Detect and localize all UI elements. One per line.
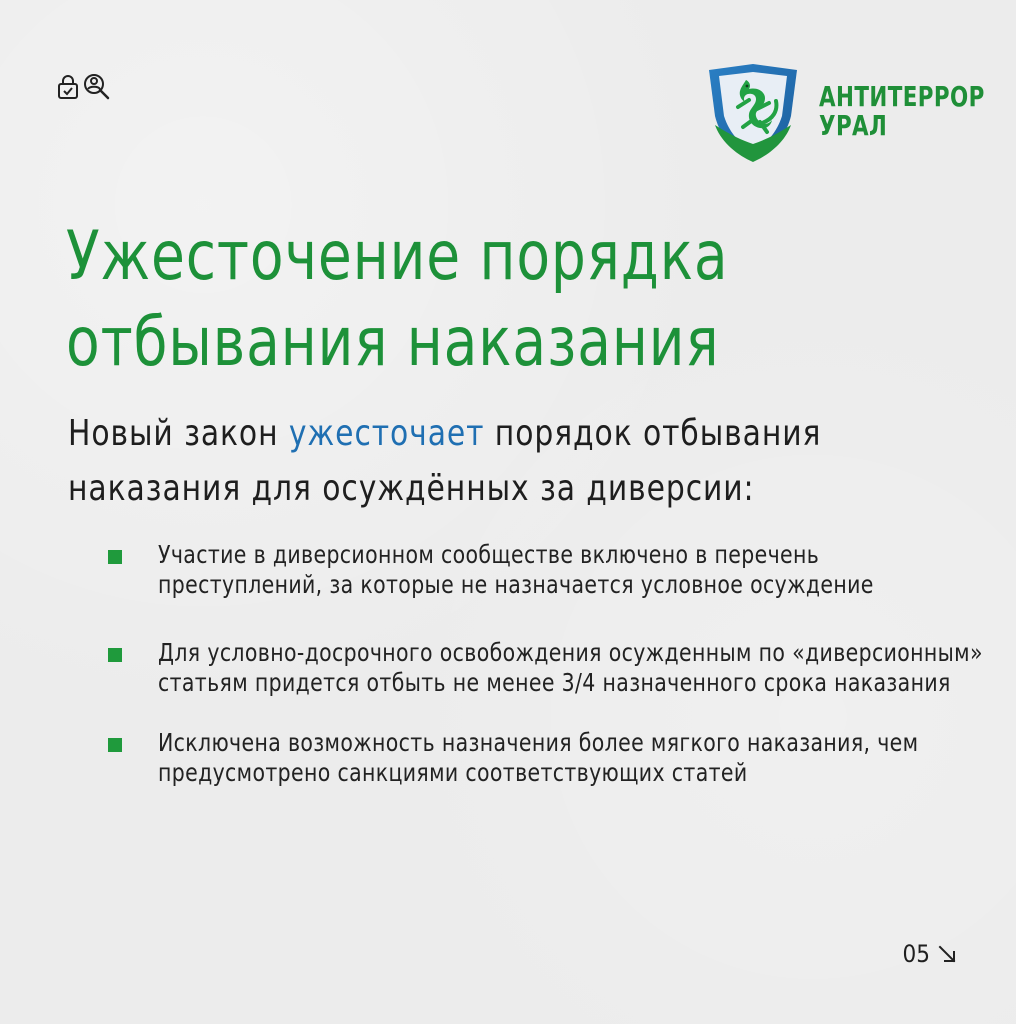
page-indicator <box>903 940 958 968</box>
shield-lizard-icon <box>701 58 805 166</box>
bullet-square-icon <box>108 550 122 564</box>
brand-line-2: УРАЛ <box>819 109 888 142</box>
bullet-item-milder-punishment <box>108 728 988 788</box>
brand-block <box>701 58 1014 166</box>
intro-text-after: порядок отбывания наказания для осуждённых за диверсии: <box>68 413 822 509</box>
brand-line-1: АНТИТЕРРОР <box>819 80 985 114</box>
arrow-down-right-icon <box>936 943 958 965</box>
bullet-square-icon <box>108 648 122 662</box>
bullet-square-icon <box>108 738 122 752</box>
lock-check-icon <box>56 73 80 101</box>
bullet-text: Исключена возможность назначения более мягкого наказания, чем предусмотрено санкциями соответствующих статей <box>158 728 919 787</box>
header-icons <box>56 72 112 102</box>
bullet-item-parole-term <box>108 638 988 698</box>
intro-text-before: Новый закон <box>68 413 289 454</box>
bullet-text: Для условно-досрочного освобождения осужденным по «диверсионным» статьям придется отбыть не менее 3/4 назначенного срока наказания <box>158 638 983 697</box>
page-title: Ужесточение порядка отбывания наказания <box>66 217 729 382</box>
bullet-text: Участие в диверсионном сообществе включено в перечень преступлений, за которые не назначается условное осуждение <box>158 540 874 599</box>
intro-paragraph <box>68 406 924 516</box>
page-number: 05 <box>902 940 930 968</box>
intro-highlight: ужесточает <box>288 413 485 454</box>
bullet-list <box>108 540 988 826</box>
bullet-item-conditional-sentence <box>108 540 988 600</box>
brand-name <box>819 80 985 142</box>
user-search-icon <box>82 72 112 102</box>
